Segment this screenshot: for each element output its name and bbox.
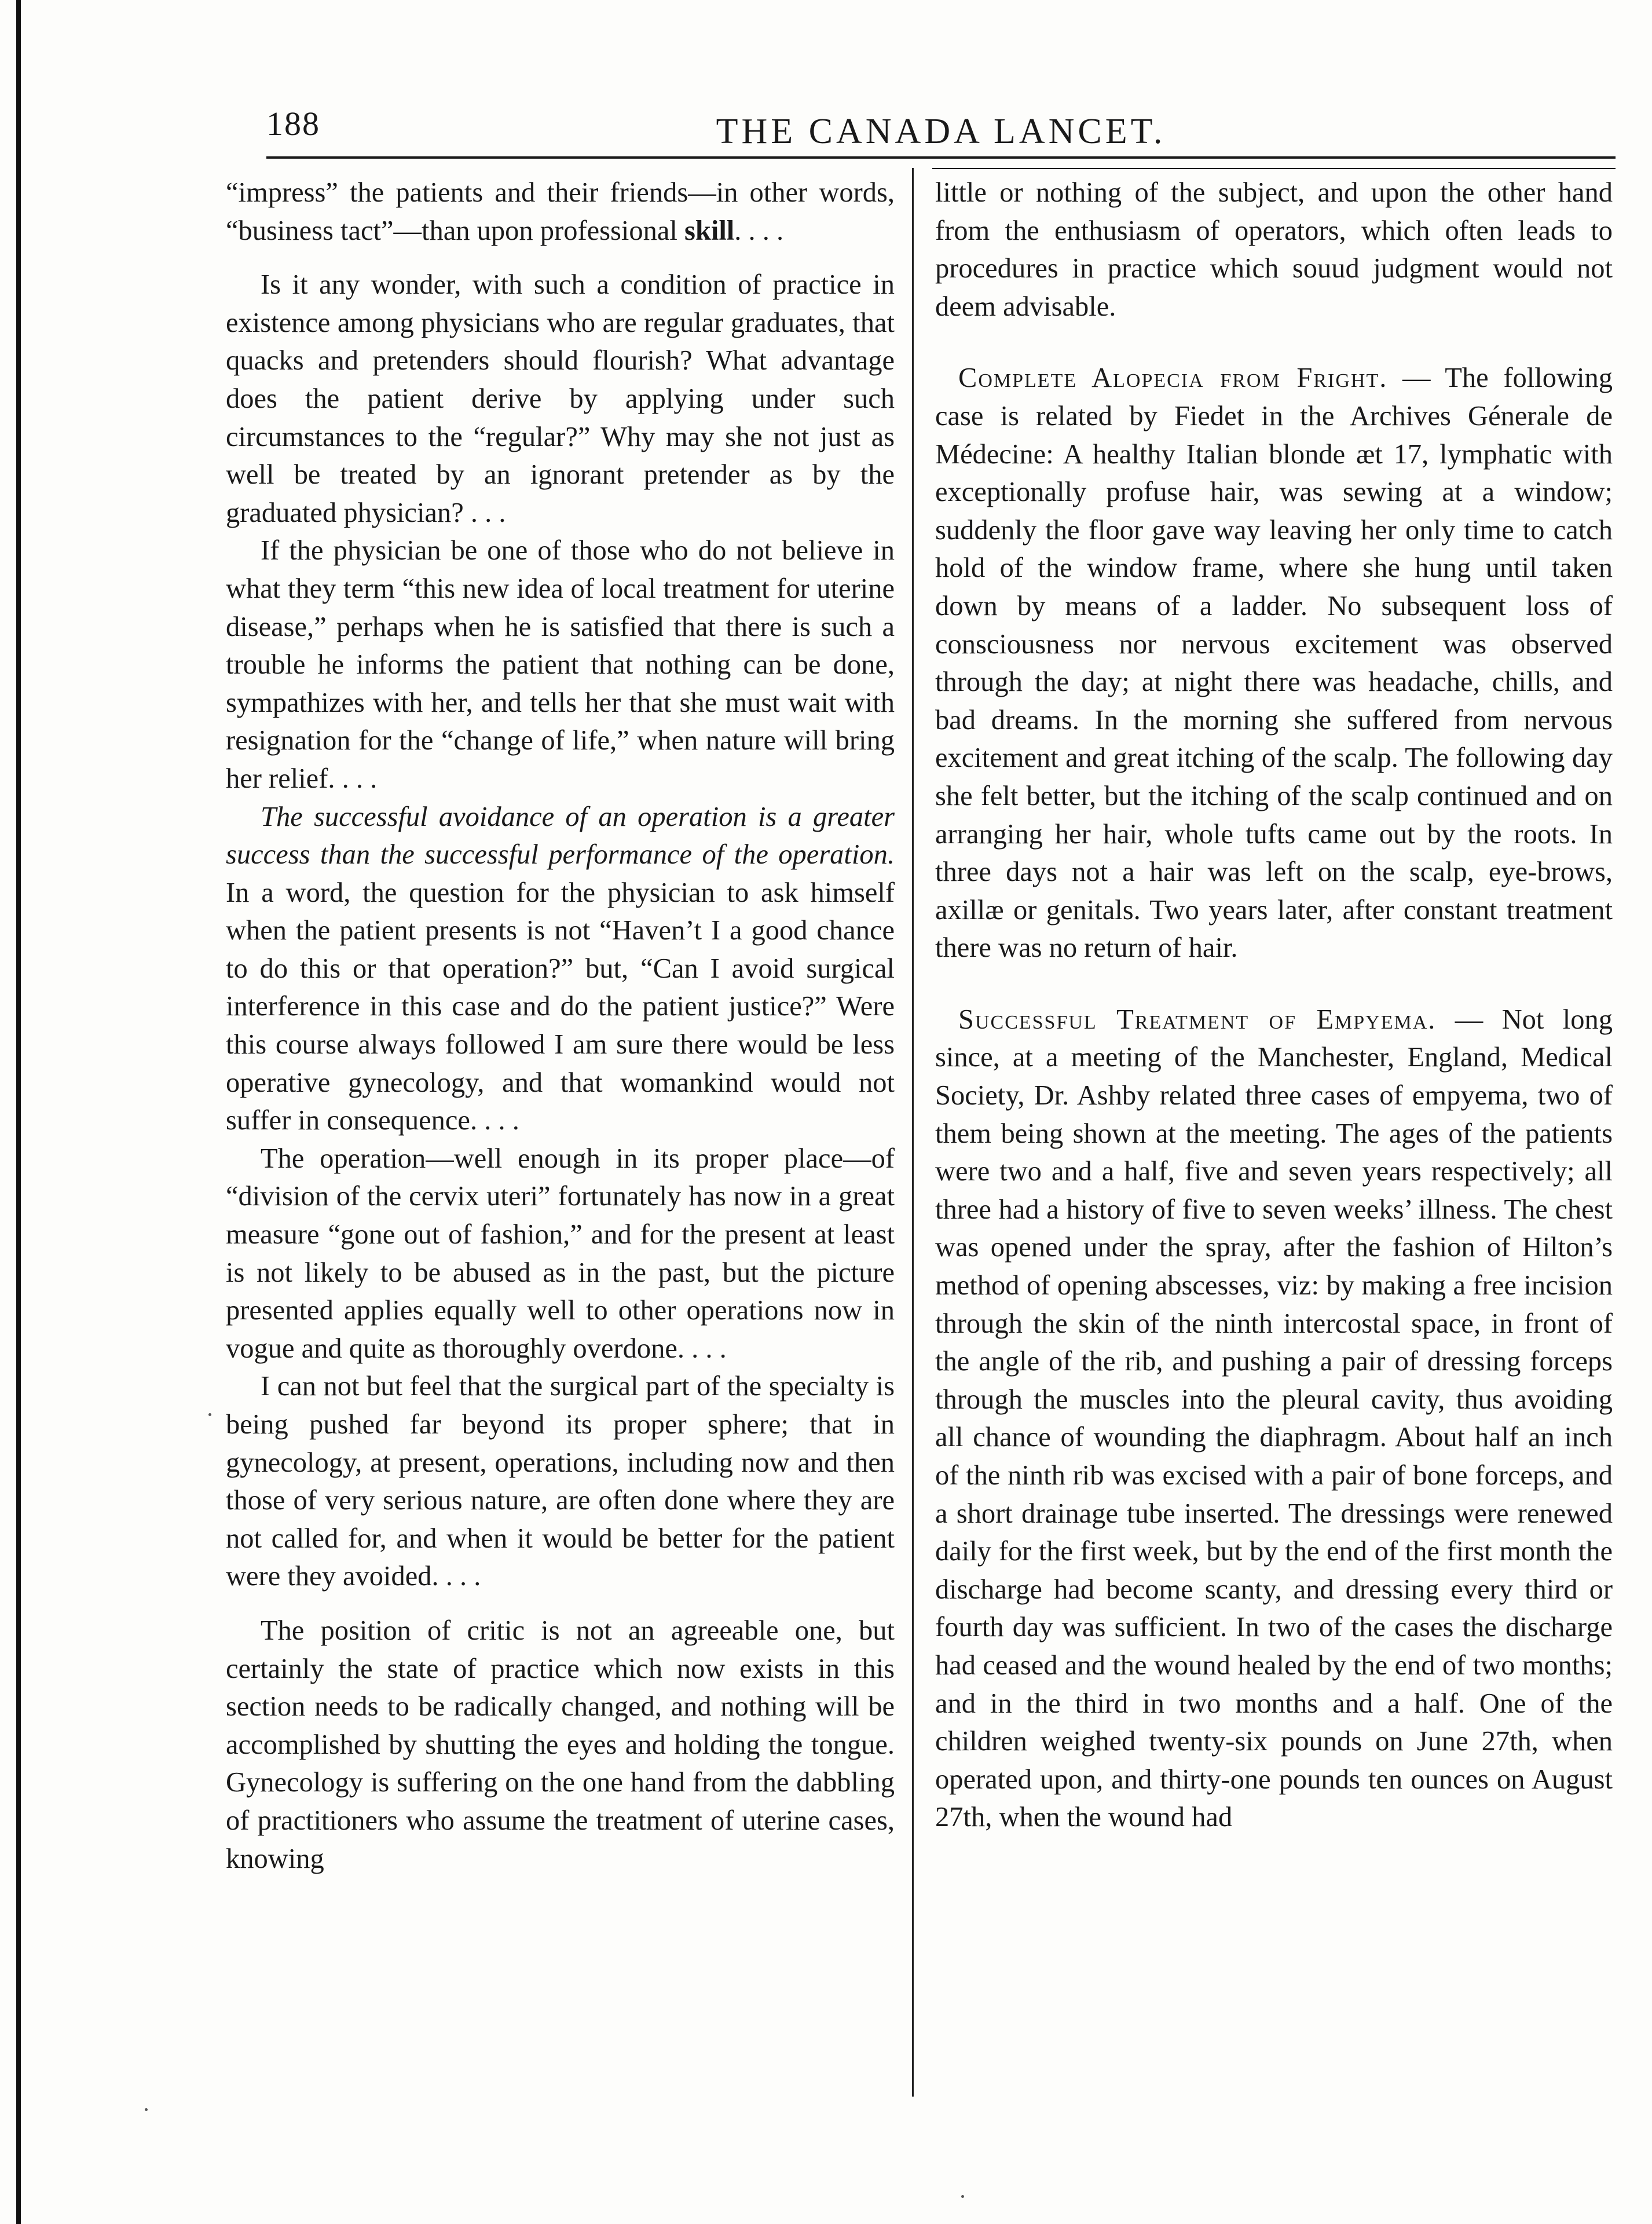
paragraph-text: — Not long since, at a meeting of the Manchester, England, Medical Society, Dr. Ashby related three cases of empyema, two of them being shown at the meeting. The ages of the patients were two and a half, five and seven years respectively; all three had a history of five to seven weeks’ illness. The chest was opened under the spray, after the fashion of Hilton’s method of opening abscesses, viz: by making a free incision through the skin of the ninth intercostal space, in front of the angle of the rib, and pushing a pair of dressing forceps through the muscles into the pleural cavity, thus avoiding all chance of wounding the diaphragm. About half an inch of the ninth rib was excised with a pair of bone forceps, and a short drainage tube inserted. The dressings were renewed daily for the first week, but by the end of the first month the discharge had become scanty, and dressing every third or fourth day was sufficient. In two of the cases the discharge had ceased and the wound healed by the end of two months; and in the third in two months and a half. One of the children weighed twenty-six pounds on June 27th, when operated upon, and thirty-one pounds ten ounces on August 27th, when the wound had [935,1004,1613,1833]
paragraph: Is it any wonder, with such a condition of practice in existence among physicians who are regular graduates, that quacks and pretenders should flourish? What advantage does the patient derive by applying under such circumstances to the “regular?” Why may she not just as well be treated by an ignorant pretender as by the graduated physician? . . . [226,269,895,528]
page-number: 188 [266,105,320,142]
article-alopecia [935,359,1613,967]
paragraph-text: . . . . [734,215,784,246]
article-empyema [935,1001,1613,1837]
running-header [266,98,1616,162]
scan-speck [145,2108,148,2111]
header-rule-secondary [932,168,1616,169]
emphasis-italic: The successful avoidance of an operation is a greater success than the successful performance of the operation. [226,801,895,870]
paragraph-continuation: little or nothing of the subject, and upon the other hand from the enthusiasm of operators, which often leads to procedures in practice which souud judgment would not deem advisable. [935,177,1613,322]
paragraph-continuation [226,174,895,250]
emphasis-bold: skill [684,215,735,246]
header-rule [266,156,1616,159]
column-divider [912,168,914,2097]
section-heading: Complete Alopecia from Fright. [958,363,1388,394]
scan-speck [208,1413,211,1416]
paragraph: I can not but feel that the surgical part of the specialty is being pushed far beyond its proper sphere; that in gynecology, at present, operations, including now and then those of very serious nature, are often done where they are not called for, and when it would be better for the patient were they avoided. . . . [226,1371,895,1592]
paragraph-text: In a word, the question for the physician to ask himself when the patient presents is not “Haven’t I a good chance to do this or that operation?” but, “Can I avoid surgical interference in this case and do the patient justice?” Were this course always followed I am sure there would be less operative gynecology, and that womankind would not suffer in consequence. . . . [226,877,895,1136]
section-heading: Successful Treatment of Empyema. [958,1004,1437,1035]
scan-speck [961,2195,964,2198]
paragraph-text: “impress” the patients and their friends—in other words, “business tact”—than upon professional [226,177,895,246]
left-column [226,174,895,1878]
paragraph-text: — The following case is related by Fiedet in the Archives Génerale de Médecine: A healthy Italian blonde æt 17, lymphatic with exceptionally profuse hair, was sewing at a window; suddenly the floor gave way leaving her only time to catch hold of the window frame, where she hung until taken down by means of a ladder. No subsequent loss of consciousness nor nervous excitement was observed through the day; at night there was headache, chills, and bad dreams. In the morning she suffered from nervous excitement and great itching of the scalp. The following day she felt better, but the itching of the scalp continued and on arranging her hair, whole tufts came out by the roots. In three days not a hair was left on the scalp, eye-brows, axillæ or genitals. Two years later, after constant treatment there was no return of hair. [935,363,1613,964]
paragraph [226,798,895,1140]
paragraph: The position of critic is not an agreeable one, but certainly the state of practice which now exists in this section needs to be radically changed, and nothing will be accomplished by shutting the eyes and holding the tongue. Gynecology is suffering on the one hand from the dabbling of practitioners who assume the treatment of uterine cases, knowing [226,1615,895,1874]
journal-title: THE CANADA LANCET. [716,112,1166,151]
page-edge-rule [16,0,21,2224]
paragraph: If the physician be one of those who do not believe in what they term “this new idea of local treatment for uterine disease,” perhaps when he is satisfied that there is such a trouble he informs the patient that nothing can be done, sympathizes with her, and tells her that she must wait with resignation for the “change of life,” when nature will bring her relief. . . . [226,535,895,794]
paragraph: The operation—well enough in its proper place—of “division of the cervix uteri” fortunately has now in a great measure “gone out of fashion,” and for the present at least is not likely to be abused as in the past, but the picture presented applies equally well to other operations now in vogue and quite as thoroughly overdone. . . . [226,1143,895,1364]
right-column [935,174,1613,1837]
